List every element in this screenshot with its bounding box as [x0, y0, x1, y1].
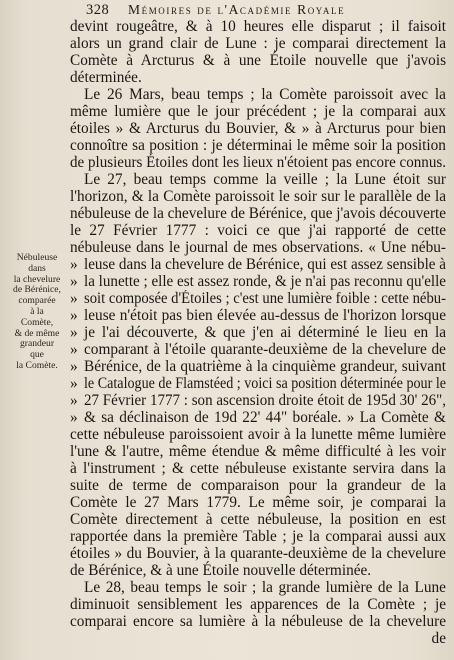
text-line-content: soit composée d'Étoiles ; c'est une lumière foible : cette nébu- — [84, 290, 446, 307]
marginal-note-line: que — [30, 349, 44, 361]
text-line-content: Comète à Arcturus & à une Étoile nouvelle que j'avois — [70, 52, 447, 69]
quote-mark: » — [70, 341, 78, 358]
text-line — [70, 375, 454, 392]
text-line — [70, 409, 446, 426]
text-line-content: le 27 Février 1777 : voici ce que j'ai rapporté de cette — [70, 222, 447, 239]
text-line — [70, 222, 446, 239]
text-line-content: nébuleuse dans le journal de mes observations. « Une nébu- — [70, 239, 446, 256]
marginal-note-line: la Comète. — [16, 359, 58, 371]
text-line-content: diminuoit sensiblement les apparences de la Comète ; je — [70, 596, 447, 613]
text-line — [70, 596, 446, 613]
text-line-content: de Bérénice, & à une Étoile nouvelle déterminée. — [70, 562, 372, 579]
text-line — [84, 171, 446, 188]
quote-mark: » — [70, 256, 78, 273]
text-line — [70, 18, 446, 35]
text-line — [70, 477, 446, 494]
text-line — [70, 511, 446, 528]
quote-mark: » — [70, 409, 78, 426]
text-line-content: nébuleuse de la chevelure de Bérénice, que j'avois découverte — [70, 205, 447, 222]
text-line-content: comparai encore sa lumière à la nébuleuse de la chevelure — [70, 613, 446, 630]
running-title: Mémoires de l'Académie Royale — [128, 2, 346, 17]
text-line — [70, 154, 452, 171]
text-line-content: de plusieurs Étoiles dont les lieux n'étoient pas encore connus. — [70, 154, 447, 171]
text-line-content: 27 Février 1777 : son ascension droite étoit de 195d 30' 26", — [84, 392, 447, 409]
text-line — [70, 426, 446, 443]
text-line — [70, 443, 446, 460]
text-line — [70, 35, 446, 52]
quote-mark: » — [70, 290, 78, 307]
text-line-content: Le 27, beau temps comme la veille ; la Lune étoit sur — [84, 171, 447, 188]
text-line — [70, 324, 446, 341]
text-line-content: étoiles » du Bouvier, à la quarante-deuxième de la chevelure — [70, 545, 446, 562]
text-line-content: l'une & l'autre, même étendue & même difficulté à les voir — [70, 443, 446, 460]
text-line — [70, 290, 454, 307]
marginal-note-line: à la — [30, 305, 44, 317]
text-line-content: comparant à l'étoile quarante-deuxième de la chevelure de — [84, 341, 446, 358]
text-line-content: même lumière que le jour précédent ; je la comparai aux — [70, 103, 446, 120]
page-number: 328 — [86, 2, 110, 18]
text-line-content: la lunette ; elle est assez ronde, & je n'ai pas reconnu qu'elle — [84, 273, 446, 290]
quote-mark: » — [70, 358, 78, 375]
text-line-content: étoiles » & Arcturus du Bouvier, & » à Arcturus pour bien — [70, 120, 446, 137]
text-line — [432, 630, 446, 647]
text-line-content: alors un grand clair de Lune : je comparai directement la — [70, 35, 446, 52]
marginal-note-line: la chevelure — [13, 273, 61, 285]
text-line — [70, 528, 446, 545]
quote-mark: » — [70, 307, 78, 324]
text-line — [70, 137, 446, 154]
marginal-note-line: comparée — [18, 295, 56, 307]
marginal-note-line: de Bérénice, — [13, 284, 61, 296]
text-line — [70, 205, 448, 222]
text-line-content: leuse dans la chevelure de Bérénice, qui est assez sensible à — [84, 256, 447, 273]
quote-mark: » — [70, 375, 78, 392]
text-line-content: connoître sa position : je déterminai le même soir la position — [70, 137, 446, 154]
text-line — [70, 273, 451, 290]
quote-mark: » — [70, 324, 78, 341]
text-line-content: je l'ai découverte, & que j'en ai déterminé le lieu en la — [84, 324, 447, 341]
text-line-content: à l'instrument ; & cette nébuleuse existante servira dans la — [70, 460, 446, 477]
text-line — [70, 460, 446, 477]
text-line — [70, 69, 142, 86]
marginal-note-line: Nébuleuse — [16, 252, 58, 263]
marginal-note-line: Comète, — [20, 316, 54, 328]
marginal-note-line: dans — [28, 262, 46, 274]
text-line-content: devint rougeâtre, & à 10 heures elle disparut ; il faisoit — [70, 18, 447, 35]
text-line-content: rapportée dans la première Table ; je la comparai aussi aux — [70, 528, 447, 545]
text-line — [70, 545, 446, 562]
text-line-content: leuse n'étoit pas bien élevée au-dessus de l'horizon lorsque — [84, 307, 446, 324]
text-line — [84, 579, 446, 596]
text-line — [70, 52, 446, 69]
quote-mark: » — [70, 392, 78, 409]
text-line-content: Comète directement à cette nébuleuse, la position en est — [70, 511, 446, 528]
quote-mark: » — [70, 273, 78, 290]
text-line — [70, 307, 446, 324]
marginal-note-line: grandeur — [19, 338, 55, 350]
text-line-content: le Catalogue de Flamstéed ; voici sa position déterminée pour le — [84, 375, 447, 392]
text-line-content: l'horizon, & la Comète paroissoit le soir sur le parallèle de la — [70, 188, 446, 205]
marginal-note — [2, 253, 72, 372]
text-line-content: Le 26 Mars, beau temps ; la Comète paroissoit avec la — [84, 86, 446, 103]
text-line — [70, 613, 446, 630]
text-line-content: cette nébuleuse paroissoient avoir à la lunette même lumière — [70, 426, 447, 443]
text-line-content: & sa déclinaison de 19d 22' 44" boréale. » La Comète & — [84, 409, 446, 426]
text-line — [70, 256, 450, 273]
text-line-content: déterminée. — [70, 69, 142, 86]
text-line — [70, 562, 371, 579]
text-line-content: Bérénice, de la quatrième à la cinquième grandeur, suivant — [84, 358, 446, 375]
text-line — [70, 494, 446, 511]
text-line-content: Le 28, beau temps le soir ; la grande lumière de la Lune — [84, 579, 446, 596]
text-line — [70, 239, 446, 256]
text-line — [70, 120, 446, 137]
text-line — [70, 358, 446, 375]
text-line-content: suite de terme de comparaison pour la grandeur de la — [70, 477, 447, 494]
page-header — [86, 2, 446, 18]
text-line-content: de — [431, 630, 446, 647]
text-line — [70, 103, 446, 120]
text-line-content: Comète le 27 Mars 1779. Le même soir, je comparai la — [70, 494, 446, 511]
text-line — [70, 341, 446, 358]
text-line — [70, 392, 452, 409]
marginal-note-line: & de même — [14, 327, 60, 339]
text-line — [70, 188, 446, 205]
text-line — [84, 86, 446, 103]
